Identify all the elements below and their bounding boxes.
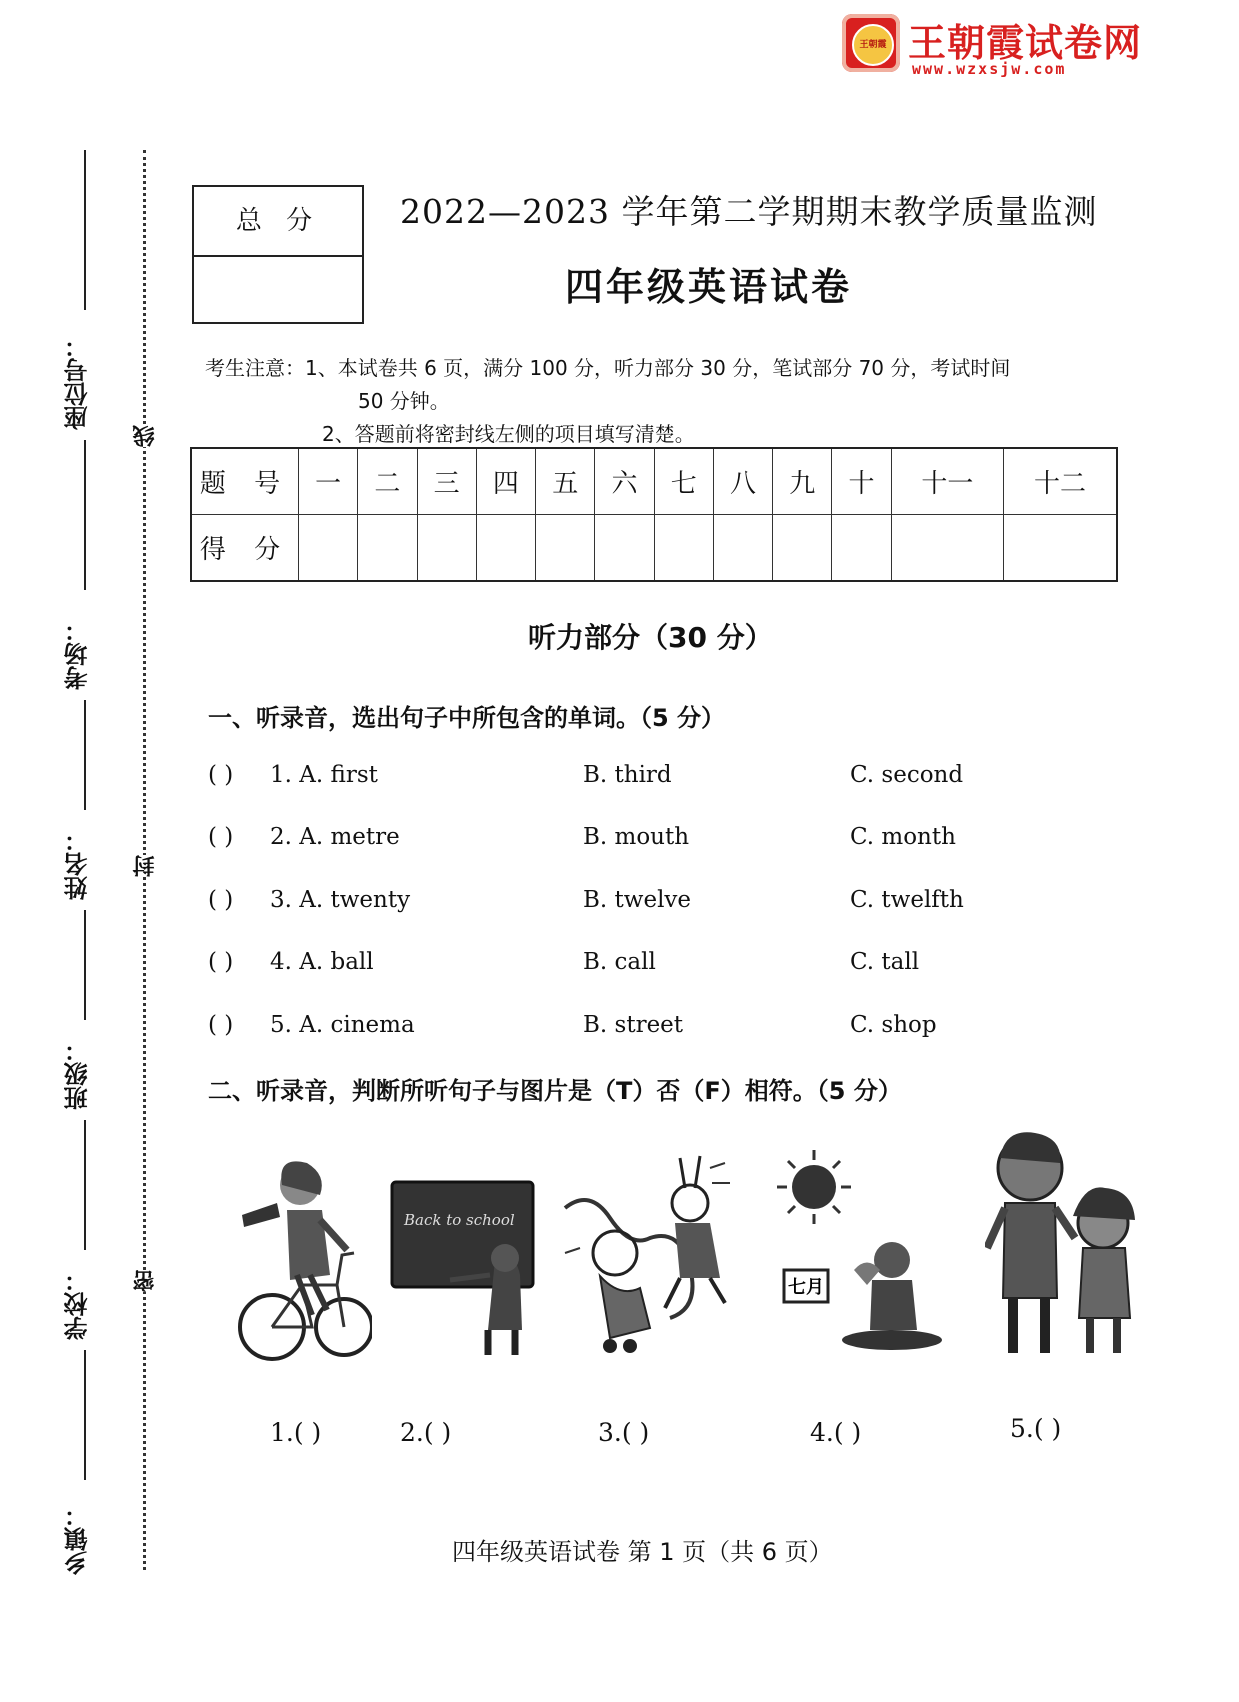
score-cell[interactable]	[358, 515, 417, 582]
question-number-label: 题 号	[191, 448, 299, 515]
calendar-text: 七月	[788, 1277, 824, 1298]
watermark-name: 王朝霞试卷网	[908, 21, 1143, 65]
score-cell[interactable]	[536, 515, 595, 582]
col-11: 十一	[891, 448, 1003, 515]
question-row	[208, 1012, 1108, 1046]
watermark-logo	[842, 12, 1162, 76]
col-12: 十二	[1004, 448, 1117, 515]
option-a: 3. A. twenty	[270, 887, 411, 913]
answer-blank[interactable]: ( )	[208, 1012, 234, 1038]
total-score-value[interactable]	[194, 257, 362, 322]
girl-riding-bike-picture	[232, 1155, 372, 1365]
total-score-label: 总 分	[194, 187, 362, 257]
school-field[interactable]: 学校：	[60, 1120, 104, 1340]
township-field[interactable]: 乡镇：	[60, 1350, 104, 1575]
class-field[interactable]: 班级：	[60, 910, 104, 1110]
seat-number-field[interactable]: 座位号：	[60, 150, 104, 430]
option-b: B. mouth	[583, 824, 690, 850]
section-2-title: 二、听录音，判断所听句子与图片是（T）否（F）相符。（5 分）	[208, 1077, 902, 1105]
score-table-header-row	[191, 448, 1117, 515]
notice-line-2: 2、答题前将密封线左侧的项目填写清楚。	[322, 422, 695, 446]
running-kids-picture	[560, 1148, 735, 1358]
col-7: 七	[654, 448, 713, 515]
seal-char-mi: 密	[130, 1270, 160, 1292]
option-c: C. shop	[850, 1012, 937, 1038]
total-score-box	[192, 185, 364, 324]
score-cell[interactable]	[299, 515, 358, 582]
seal-char-feng: 封	[130, 855, 160, 877]
question-row	[208, 762, 1108, 796]
question-row	[208, 824, 1108, 858]
option-c: C. month	[850, 824, 956, 850]
section-1-title: 一、听录音，选出句子中所包含的单词。（5 分）	[208, 704, 726, 732]
hot-summer-picture	[772, 1145, 947, 1360]
option-a: 2. A. metre	[270, 824, 400, 850]
two-children-picture	[985, 1128, 1150, 1366]
listening-part-title: 听力部分（30 分）	[528, 621, 773, 654]
answer-blank[interactable]: ( )	[208, 824, 234, 850]
blackboard-picture	[390, 1180, 535, 1360]
score-cell[interactable]	[1004, 515, 1117, 582]
seal-icon: 王朝霞	[842, 14, 900, 72]
option-a: 5. A. cinema	[270, 1012, 415, 1038]
option-b: B. street	[583, 1012, 684, 1038]
score-cell[interactable]	[773, 515, 832, 582]
score-label: 得 分	[191, 515, 299, 582]
picture-answer-3[interactable]: 3.( )	[598, 1418, 650, 1447]
exam-room-field[interactable]: 考场：	[60, 440, 104, 690]
col-2: 二	[358, 448, 417, 515]
notice-line-1b: 50 分钟。	[358, 389, 450, 413]
option-b: B. twelve	[583, 887, 692, 913]
col-3: 三	[417, 448, 476, 515]
score-cell[interactable]	[832, 515, 891, 582]
exam-subtitle: 四年级英语试卷	[565, 265, 853, 309]
col-1: 一	[299, 448, 358, 515]
answer-blank[interactable]: ( )	[208, 762, 234, 788]
score-cell[interactable]	[713, 515, 772, 582]
col-6: 六	[595, 448, 654, 515]
name-field[interactable]: 姓名：	[60, 700, 104, 900]
option-c: C. tall	[850, 949, 920, 975]
score-cell[interactable]	[476, 515, 535, 582]
option-c: C. twelfth	[850, 887, 964, 913]
score-cell[interactable]	[595, 515, 654, 582]
watermark-url: www.wzxsjw.com	[912, 60, 1067, 78]
exam-title: 2022—2023 学年第二学期期末教学质量监测	[400, 192, 1098, 231]
col-4: 四	[476, 448, 535, 515]
col-5: 五	[536, 448, 595, 515]
picture-answer-1[interactable]: 1.( )	[270, 1418, 322, 1447]
col-10: 十	[832, 448, 891, 515]
score-table	[190, 447, 1118, 582]
score-table-score-row	[191, 515, 1117, 582]
col-8: 八	[713, 448, 772, 515]
seal-char-xian: 线	[130, 425, 160, 447]
score-cell[interactable]	[891, 515, 1003, 582]
col-9: 九	[773, 448, 832, 515]
option-a: 4. A. ball	[270, 949, 374, 975]
picture-answer-4[interactable]: 4.( )	[810, 1418, 862, 1447]
picture-answer-2[interactable]: 2.( )	[400, 1418, 452, 1447]
notice-line-1: 考生注意：1、本试卷共 6 页，满分 100 分，听力部分 30 分，笔试部分 70 分，考试时间	[205, 356, 1011, 380]
option-a: 1. A. first	[270, 762, 378, 788]
blackboard-text: Back to school	[404, 1211, 515, 1229]
score-cell[interactable]	[654, 515, 713, 582]
answer-blank[interactable]: ( )	[208, 949, 234, 975]
answer-blank[interactable]: ( )	[208, 887, 234, 913]
question-row	[208, 949, 1108, 983]
option-b: B. third	[583, 762, 672, 788]
score-cell[interactable]	[417, 515, 476, 582]
question-row	[208, 887, 1108, 921]
option-b: B. call	[583, 949, 656, 975]
picture-answer-5[interactable]: 5.( )	[1010, 1414, 1062, 1443]
option-c: C. second	[850, 762, 964, 788]
page-footer: 四年级英语试卷 第 1 页（共 6 页）	[452, 1538, 833, 1566]
